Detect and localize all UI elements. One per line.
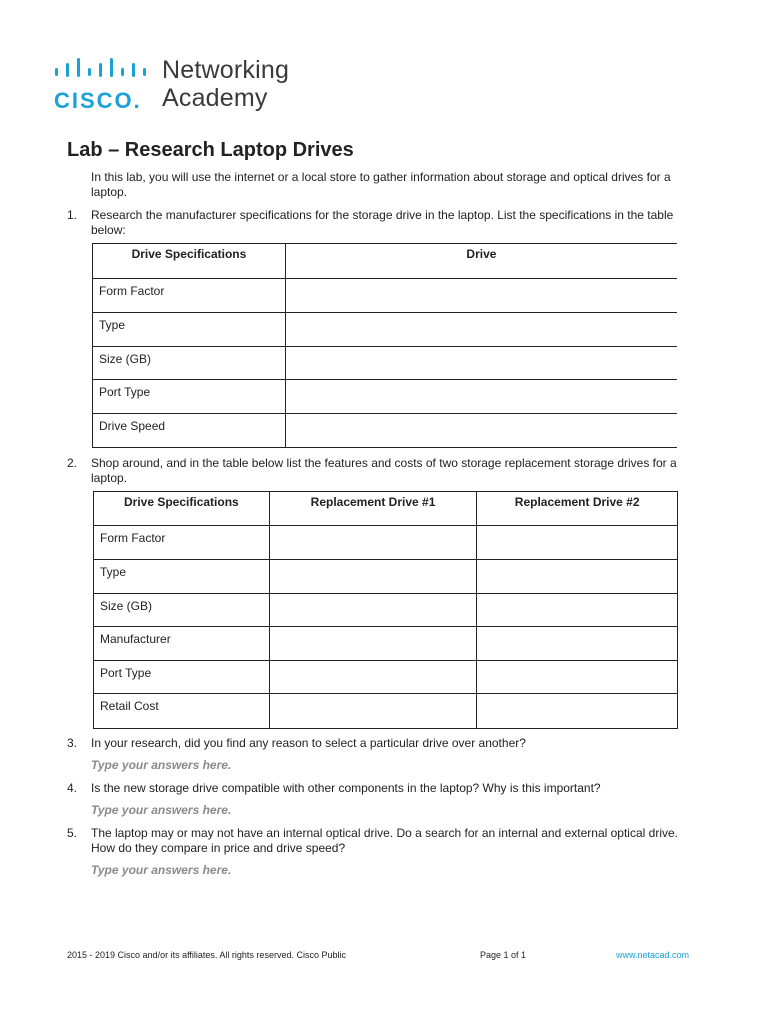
footer-copyright: 2015 - 2019 Cisco and/or its affiliates. All rights reserved. Cisco Public (67, 950, 346, 960)
table-row-label: Retail Cost (94, 694, 270, 729)
table-header: Drive Specifications (94, 492, 270, 526)
table-cell-input[interactable] (285, 414, 677, 448)
drive-spec-table (92, 243, 677, 448)
table-cell-input[interactable] (477, 627, 678, 661)
question-text: In your research, did you find any reason to select a particular drive over another? (91, 736, 526, 750)
table-row-label: Drive Speed (93, 414, 286, 448)
table-row-label: Type (93, 313, 286, 347)
table-cell-input[interactable] (285, 380, 677, 414)
table-cell-input[interactable] (285, 313, 677, 347)
table-cell-input[interactable] (269, 560, 477, 594)
table-row-label: Size (GB) (94, 594, 270, 627)
question-text: Shop around, and in the table below list the features and costs of two storage replacement storage drives for a laptop. (91, 456, 677, 485)
table-cell-input[interactable] (477, 594, 678, 627)
table-cell-input[interactable] (269, 627, 477, 661)
question-number: 3. (67, 736, 78, 750)
table-header: Drive (285, 244, 677, 279)
question-text: Research the manufacturer specifications for the storage drive in the laptop. List the specifications in the table below: (91, 208, 674, 237)
table-header: Drive Specifications (93, 244, 286, 279)
logo-academy: Academy (162, 84, 268, 112)
question-number: 2. (67, 456, 78, 470)
page-title: Lab – Research Laptop Drives (67, 139, 354, 161)
table-row-label: Form Factor (94, 526, 270, 560)
question-text: Is the new storage drive compatible with other components in the laptop? Why is this important? (91, 781, 601, 795)
answer-field[interactable]: Type your answers here. (91, 758, 232, 772)
table-row-label: Size (GB) (93, 347, 286, 380)
question-text: The laptop may or may not have an internal optical drive. Do a search for an internal and external optical drive. How do they compare in price and drive speed? (91, 826, 678, 855)
footer-link[interactable]: www.netacad.com (616, 950, 690, 960)
table-row-label: Form Factor (93, 279, 286, 313)
cisco-wordmark: CISCO. (54, 88, 142, 113)
table-cell-input[interactable] (269, 694, 477, 729)
question-number: 5. (67, 826, 78, 840)
table-cell-input[interactable] (285, 279, 677, 313)
table-cell-input[interactable] (269, 594, 477, 627)
replacement-drive-table (93, 491, 678, 729)
answer-field[interactable]: Type your answers here. (91, 803, 232, 817)
table-cell-input[interactable] (477, 694, 678, 729)
table-row-label: Port Type (94, 661, 270, 694)
question-number: 1. (67, 208, 78, 222)
answer-field[interactable]: Type your answers here. (91, 863, 232, 877)
table-cell-input[interactable] (477, 526, 678, 560)
table-header: Replacement Drive #1 (269, 492, 477, 526)
table-cell-input[interactable] (269, 661, 477, 694)
table-cell-input[interactable] (477, 661, 678, 694)
intro-paragraph: In this lab, you will use the internet or a local store to gather information about storage and optical drives for a laptop. (91, 170, 671, 199)
table-row-label: Port Type (93, 380, 286, 414)
logo-networking: Networking (162, 56, 290, 84)
table-cell-input[interactable] (269, 526, 477, 560)
table-row-label: Manufacturer (94, 627, 270, 661)
table-row-label: Type (94, 560, 270, 594)
cisco-bridge-icon (54, 58, 150, 82)
table-header: Replacement Drive #2 (477, 492, 678, 526)
table-cell-input[interactable] (285, 347, 677, 380)
networking-academy-logo (54, 58, 314, 118)
footer-page-number: Page 1 of 1 (480, 950, 527, 960)
table-cell-input[interactable] (477, 560, 678, 594)
question-number: 4. (67, 781, 78, 795)
